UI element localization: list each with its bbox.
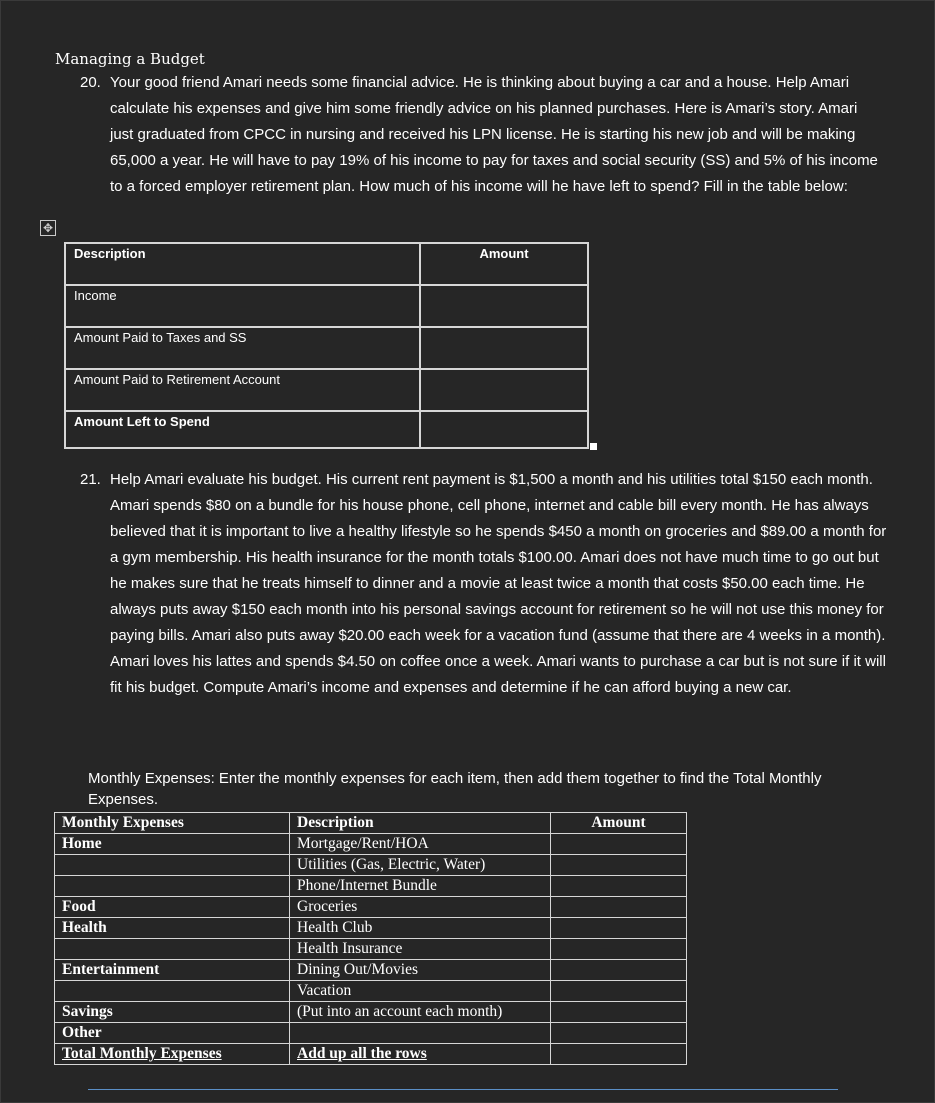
amount-cell[interactable] [551, 960, 687, 981]
category-cell: Savings [55, 1002, 290, 1023]
amount-cell-left-to-spend[interactable] [420, 411, 588, 448]
table-row [65, 369, 588, 411]
description-cell: Mortgage/Rent/HOA [290, 834, 551, 855]
table-row [55, 1023, 687, 1044]
amount-cell[interactable] [551, 855, 687, 876]
income-table [64, 242, 589, 449]
description-cell: Groceries [290, 897, 551, 918]
description-cell: Health Club [290, 918, 551, 939]
category-cell [55, 876, 290, 897]
description-cell: Health Insurance [290, 939, 551, 960]
question-21 [80, 467, 890, 701]
total-row [55, 1044, 687, 1065]
table-row [55, 834, 687, 855]
row-label-income: Income [65, 285, 420, 327]
category-cell: Food [55, 897, 290, 918]
category-cell [55, 981, 290, 1002]
description-cell: (Put into an account each month) [290, 1002, 551, 1023]
amount-cell[interactable] [551, 1002, 687, 1023]
column-header-amount: Amount [551, 813, 687, 834]
amount-cell[interactable] [551, 939, 687, 960]
amount-cell[interactable] [551, 1023, 687, 1044]
table-row [65, 327, 588, 369]
category-cell: Entertainment [55, 960, 290, 981]
category-cell: Home [55, 834, 290, 855]
table-row [55, 981, 687, 1002]
row-label-left-to-spend: Amount Left to Spend [65, 411, 420, 448]
description-cell: Phone/Internet Bundle [290, 876, 551, 897]
section-title: Managing a Budget [55, 50, 205, 68]
total-amount-cell[interactable] [551, 1044, 687, 1065]
table-header-row [55, 813, 687, 834]
column-header-amount: Amount [420, 243, 588, 285]
table-row [55, 855, 687, 876]
column-header-description: Description [65, 243, 420, 285]
category-cell: Health [55, 918, 290, 939]
question-20 [80, 70, 880, 200]
amount-cell[interactable] [551, 876, 687, 897]
question-21-number: 21. [80, 471, 101, 488]
amount-cell-retirement[interactable] [420, 369, 588, 411]
table-row [55, 960, 687, 981]
category-cell [55, 855, 290, 876]
row-label-taxes: Amount Paid to Taxes and SS [65, 327, 420, 369]
table-header-row [65, 243, 588, 285]
row-label-retirement: Amount Paid to Retirement Account [65, 369, 420, 411]
description-cell [290, 1023, 551, 1044]
move-arrows-icon[interactable]: ✥ [40, 220, 56, 236]
resize-square-icon[interactable] [590, 443, 597, 450]
amount-cell[interactable] [551, 834, 687, 855]
table-row [65, 411, 588, 448]
column-header-description: Description [290, 813, 551, 834]
question-20-text: Your good friend Amari needs some financial advice. He is thinking about buying a car and a house. Help Amari calculate his expenses and give him some friendly advice on his planned purchases. Here is Amari’s story. Amari just graduated from CPCC in nursing and received his LPN license. He is starting his new job and will be making 65,000 a year. He will have to pay 19% of his income to pay for taxes and social security (SS) and 5% of his income to a forced employer retirement plan. How much of his income will he have left to spend? Fill in the table below: [110, 74, 878, 195]
table-row [65, 285, 588, 327]
amount-cell-income[interactable] [420, 285, 588, 327]
total-label: Total Monthly Expenses [55, 1044, 290, 1065]
table-row [55, 897, 687, 918]
monthly-expenses-table [54, 812, 687, 1065]
amount-cell[interactable] [551, 897, 687, 918]
description-cell: Vacation [290, 981, 551, 1002]
table-row [55, 876, 687, 897]
description-cell: Utilities (Gas, Electric, Water) [290, 855, 551, 876]
table-row [55, 939, 687, 960]
table-row [55, 918, 687, 939]
bottom-divider [88, 1089, 838, 1090]
amount-cell-taxes[interactable] [420, 327, 588, 369]
amount-cell[interactable] [551, 918, 687, 939]
monthly-expenses-instructions: Monthly Expenses: Enter the monthly expenses for each item, then add them together to find the Total Monthly Expenses. [88, 770, 822, 808]
column-header-category: Monthly Expenses [55, 813, 290, 834]
category-cell [55, 939, 290, 960]
description-cell: Dining Out/Movies [290, 960, 551, 981]
question-20-number: 20. [80, 74, 101, 91]
amount-cell[interactable] [551, 981, 687, 1002]
total-description: Add up all the rows [290, 1044, 551, 1065]
category-cell: Other [55, 1023, 290, 1044]
table-row [55, 1002, 687, 1023]
question-21-text: Help Amari evaluate his budget. His current rent payment is $1,500 a month and his utilities total $150 each month. Amari spends $80 on a bundle for his house phone, cell phone, internet and cable bill every month. He has always believed that it is important to live a healthy lifestyle so he spends $450 a month on groceries and $89.00 a month for a gym membership. His health insurance for the month totals $100.00. Amari does not have much time to go out but he makes sure that he treats himself to dinner and a movie at least twice a month that costs $50.00 each time. He always puts away $150 each month into his personal savings account for retirement so he will not use this money for paying bills. Amari also puts away $20.00 each week for a vacation fund (assume that there are 4 weeks in a month). Amari loves his lattes and spends $4.50 on coffee once a week. Amari wants to purchase a car but is not sure if it will fit his budget. Compute Amari’s income and expenses and determine if he can afford buying a new car. [110, 471, 887, 696]
